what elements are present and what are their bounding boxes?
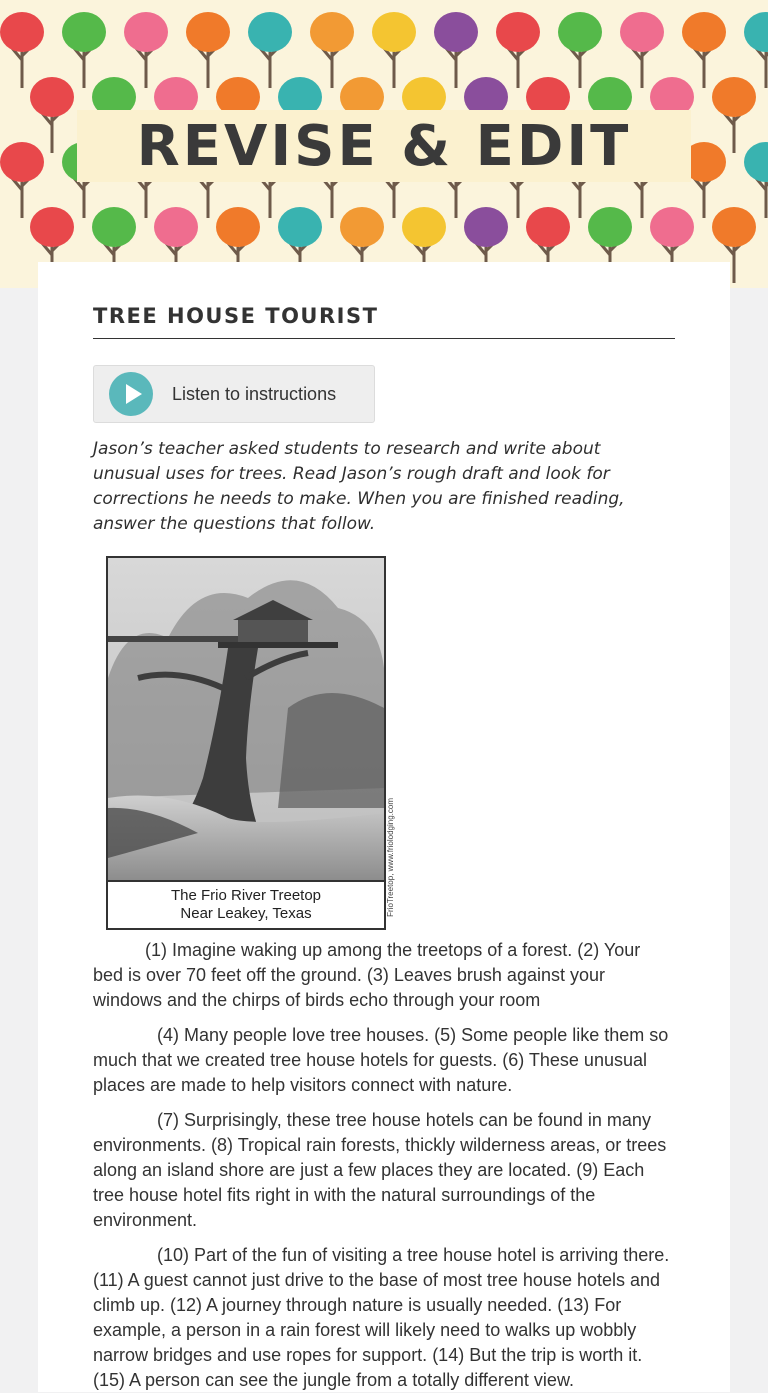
treehouse-photo bbox=[106, 556, 395, 930]
caption-line-1: The Frio River Treetop bbox=[170, 887, 322, 904]
tree-icon bbox=[558, 12, 602, 88]
listen-label: Listen to instructions bbox=[172, 383, 337, 404]
heading-divider bbox=[93, 338, 675, 339]
header-banner bbox=[0, 0, 768, 288]
tree-icon bbox=[186, 12, 230, 88]
tree-icon bbox=[744, 142, 768, 218]
tree-icon bbox=[744, 12, 768, 88]
paragraph-2: (4) Many people love tree houses. (5) Some people like them so much that we created tree house hotels for guests. (6) These unusual places are made to help visitors connect with nature. bbox=[93, 1025, 669, 1095]
listen-button[interactable] bbox=[93, 365, 375, 423]
tree-icon bbox=[62, 12, 106, 88]
tree-icon bbox=[496, 12, 540, 88]
tree-icon bbox=[0, 142, 44, 218]
paragraph-1: (1) Imagine waking up among the treetops of a forest. (2) Your bed is over 70 feet off the ground. (3) Leaves brush against your windows and the chirps of birds echo through your room bbox=[93, 940, 641, 1010]
page-title: REVISE & EDIT bbox=[136, 113, 632, 179]
tree-icon bbox=[0, 12, 44, 88]
tree-icon bbox=[434, 12, 478, 88]
tree-icon bbox=[124, 12, 168, 88]
tree-icon bbox=[372, 12, 416, 88]
title-box bbox=[77, 110, 691, 182]
tree-icon bbox=[682, 12, 726, 88]
photo-caption bbox=[108, 880, 384, 928]
instructions-text: Jason’s teacher asked students to research and write about unusual uses for trees. Read Jason’s rough draft and look for corrections he needs to make. When you are finished reading, answer the questions that follow. bbox=[93, 439, 625, 534]
content-card bbox=[38, 262, 730, 1392]
play-icon[interactable] bbox=[109, 372, 153, 416]
tree-icon bbox=[310, 12, 354, 88]
photo-credit: FrioTreetop, www.friolodging.com bbox=[386, 798, 395, 917]
tree-icon bbox=[620, 12, 664, 88]
section-heading: TREE HOUSE TOURIST bbox=[93, 304, 379, 328]
paragraph-4: (10) Part of the fun of visiting a tree house hotel is arriving there. (11) A guest cannot just drive to the base of most tree house hotels and climb up. (12) A journey through nature is usually needed. (13) For example, a person in a rain forest will likely need to walks up wobbly narrow bridges and use ropes for support. (14) But the trip is worth it. (15) A person can see the jungle from a totally different view. bbox=[93, 1245, 670, 1390]
paragraph-3: (7) Surprisingly, these tree house hotels can be found in many environments. (8) Tropical rain forests, thickly wilderness areas, or trees along an island shore are just a few places they are located. (9) Each tree house hotel fits right in with the natural surroundings of the environment. bbox=[93, 1110, 667, 1230]
tree-icon bbox=[248, 12, 292, 88]
tree-icon bbox=[712, 77, 756, 153]
tree-icon bbox=[30, 77, 74, 153]
caption-line-2: Near Leakey, Texas bbox=[180, 905, 312, 922]
